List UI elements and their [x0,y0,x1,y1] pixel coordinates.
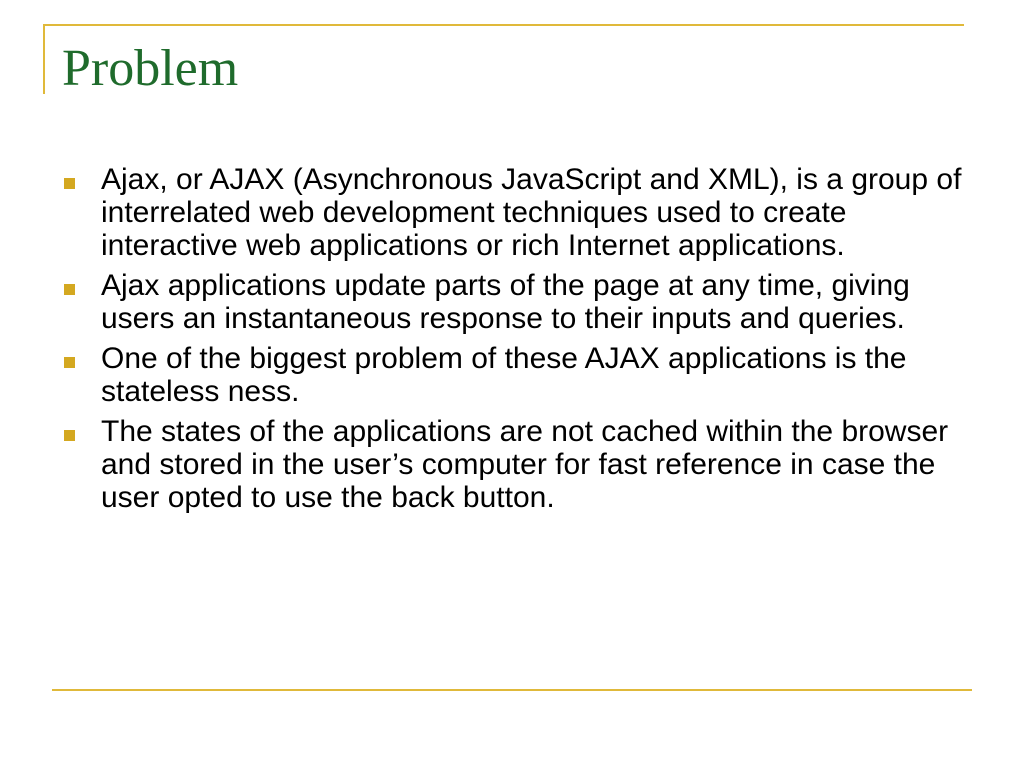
bullet-text: One of the biggest problem of these AJAX applications is the stateless ness. [101,342,907,408]
square-bullet-icon [64,284,75,295]
bullet-item [62,415,972,514]
square-bullet-icon [64,178,75,189]
bullet-text: The states of the applications are not cached within the browser and stored in the user’s computer for fast reference in case the user opted to use the back button. [101,415,949,514]
bullet-text: Ajax, or AJAX (Asynchronous JavaScript and XML), is a group of interrelated web development techniques used to create interactive web applications or rich Internet applications. [101,163,962,262]
square-bullet-icon [64,430,75,441]
top-divider-line [43,24,964,26]
bullet-text: Ajax applications update parts of the page at any time, giving users an instantaneous response to their inputs and queries. [101,269,910,335]
bullet-item [62,342,972,408]
bullet-item [62,163,972,262]
bullet-list [62,163,972,521]
square-bullet-icon [64,357,75,368]
bottom-divider-line [52,689,972,691]
slide-title: Problem [62,40,239,97]
bullet-item [62,269,972,335]
left-accent-line [43,24,45,94]
